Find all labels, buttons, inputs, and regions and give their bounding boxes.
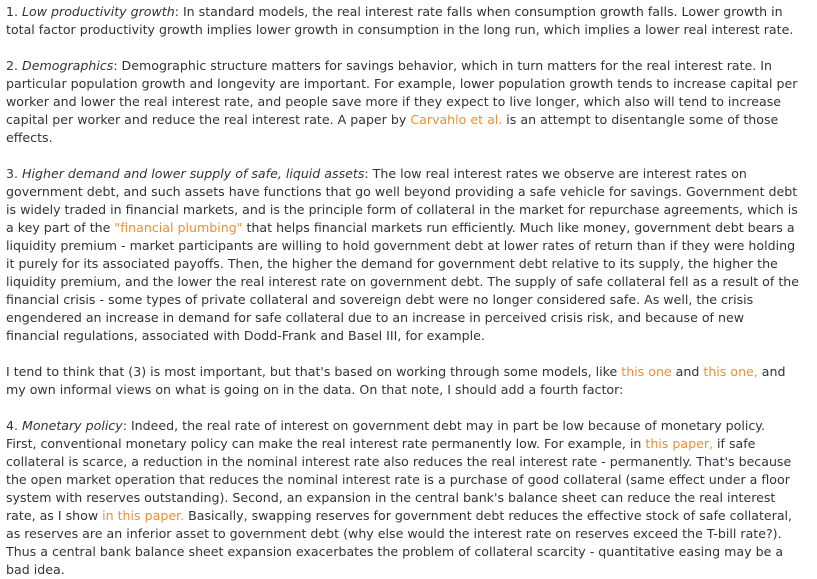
paragraph-text: : Indeed, the real rate of interest on government debt may in part be low because of monetary policy. First, conventional monetary policy can make the real interest rate permanently low. For example, in <box>6 418 765 451</box>
list-number: 4. <box>6 418 23 433</box>
paragraph-text: if safe collateral is scarce, a reduction in the nominal interest rate also reduces the real interest rate - permanently. That's because the open market operation that reduces the nominal interest rate is a purchase of good collateral (same effect under a floor system with reserves outstanding). Second, an expansion in the central bank's balance sheet can reduce the real interest rate, as I show <box>6 436 792 523</box>
paragraph-text: Basically, swapping reserves for government debt reduces the effective stock of safe collateral, as reserves are an inferior asset to government debt (why else would the interest rate on reserves exceed the T-bill rate?). Thus a central bank balance sheet expansion exacerbates the problem of collateral scarcity - quantitative easing may be a bad idea. <box>6 508 793 577</box>
paragraph-demographics <box>6 57 799 147</box>
paragraph-text: : Demographic structure matters for savings behavior, which in turn matters for the real interest rate. In particular population growth and longevity are important. For example, lower population growth tends to increase capital per worker and lower the real interest rate, and people save more if they expect to live longer, which also will tend to increase capital per worker and reduce the real interest rate. A paper by <box>6 58 798 127</box>
paragraph-opinion <box>6 363 799 399</box>
this-one-link-2[interactable]: this one, <box>703 364 758 379</box>
factor-heading: Higher demand and lower supply of safe, liquid assets <box>22 166 365 181</box>
paragraph-text: is an attempt to disentangle some of those effects. <box>6 112 779 145</box>
factor-heading: Demographics <box>22 58 114 73</box>
financial-plumbing-link[interactable]: "financial plumbing" <box>114 220 243 235</box>
paragraph-text: : In standard models, the real interest rate falls when consumption growth falls. Lower growth in total factor productivity growth implies lower growth in consumption in the long run, which implies a lower real interest rate. <box>6 4 794 37</box>
list-number: 1. <box>6 4 23 19</box>
list-number: 2. <box>6 58 23 73</box>
factor-heading: Monetary policy <box>22 418 123 433</box>
paragraph-text: and my own informal views on what is going on in the data. On that note, I should add a fourth factor: <box>6 364 786 397</box>
paragraph-text: and <box>671 364 704 379</box>
paragraph-productivity <box>6 3 799 39</box>
paragraph-safe-assets <box>6 165 799 345</box>
paragraph-text: that helps financial markets run efficiently. Much like money, government debt bears a liquidity premium - market participants are willing to hold government debt at lower rates of return than if they were holding it purely for its associated payoffs. Then, the higher the demand for government debt relative to its supply, the higher the liquidity premium, and the lower the real interest rate on government debt. The supply of safe collateral fell as a result of the financial crisis - some types of private collateral and sovereign debt were no longer considered safe. As well, the crisis engendered an increase in demand for safe collateral due to an increase in perceived crisis risk, and because of new financial regulations, associated with Dodd-Frank and Basel III, for example. <box>6 220 799 343</box>
this-paper-link-1[interactable]: this paper, <box>645 436 714 451</box>
paragraph-text: I tend to think that (3) is most important, but that's based on working through some models, like <box>6 364 622 379</box>
paragraph-monetary-policy <box>6 417 799 579</box>
this-one-link-1[interactable]: this one <box>621 364 672 379</box>
list-number: 3. <box>6 166 23 181</box>
this-paper-link-2[interactable]: in this paper. <box>102 508 185 523</box>
factor-heading: Low productivity growth <box>22 4 175 19</box>
paragraph-text: : The low real interest rates we observe are interest rates on government debt, and such assets have functions that go well beyond providing a safe vehicle for savings. Government debt is widely traded in financial markets, and is the principle form of collateral in the market for repurchase agreements, which is a key part of the <box>6 166 798 235</box>
carvahlo-link[interactable]: Carvahlo et al. <box>410 112 503 127</box>
